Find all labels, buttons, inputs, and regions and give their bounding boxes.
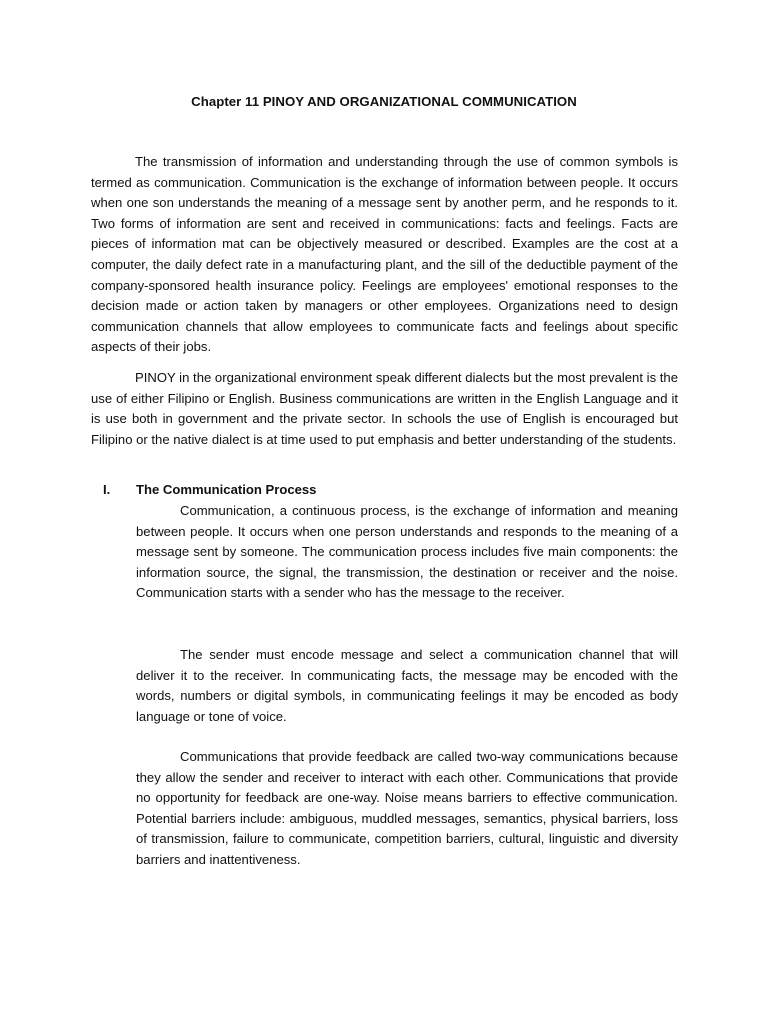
- body-paragraph-pinoy-dialects: PINOY in the organizational environment speak different dialects but the most prevalent is the use of either Filipino or English. Business communications are written in the English Language and it is use both in government and the private sector. In schools the use of English is encouraged but Filipino or the native dialect is at time used to put emphasis and better understanding of the students.: [91, 370, 678, 447]
- section-heading: The Communication Process: [136, 482, 317, 497]
- section-paragraph-encoding: The sender must encode message and select a communication channel that will deliver it to the receiver. In communicating facts, the message may be encoded with the words, numbers or digital symbols, in communicating feelings it may be encoded as body language or tone of voice.: [136, 647, 678, 724]
- body-paragraph-communication-definition: The transmission of information and understanding through the use of common symbols is termed as communication. Communication is the exchange of information between people. It occurs when one son understands the meaning of a message sent by another perm, and he responds to it. Two forms of information are sent and received in communications: facts and feelings. Facts are pieces of information mat can be objectively measured or described. Examples are the cost at a computer, the daily defect rate in a manufacturing plant, and the sill of the deductible payment of the company-sponsored health insurance policy. Feelings are employees' emotional responses to the decision made or action taken by managers or other employees. Organizations need to design communication channels that allow employees to communicate facts and feelings about specific aspects of their jobs.: [91, 154, 678, 355]
- section-paragraph-feedback-noise: Communications that provide feedback are called two-way communications because they allow the sender and receiver to interact with each other. Communications that provide no opportunity for feedback are one-way. Noise means barriers to effective communication. Potential barriers include: ambiguous, muddled messages, semantics, physical barriers, loss of transmission, failure to communicate, competition barriers, cultural, linguistic and diversity barriers and inattentiveness.: [136, 749, 678, 867]
- section-paragraph-process: Communication, a continuous process, is the exchange of information and meaning between people. It occurs when one person understands and responds to the meaning of a message sent by someone. The communication process includes five main components: the information source, the signal, the transmission, the destination or receiver and the noise. Communication starts with a sender who has the message to the receiver.: [136, 503, 678, 601]
- chapter-title: Chapter 11 PINOY AND ORGANIZATIONAL COMMUNICATION: [191, 94, 577, 109]
- section-number: I.: [103, 482, 111, 497]
